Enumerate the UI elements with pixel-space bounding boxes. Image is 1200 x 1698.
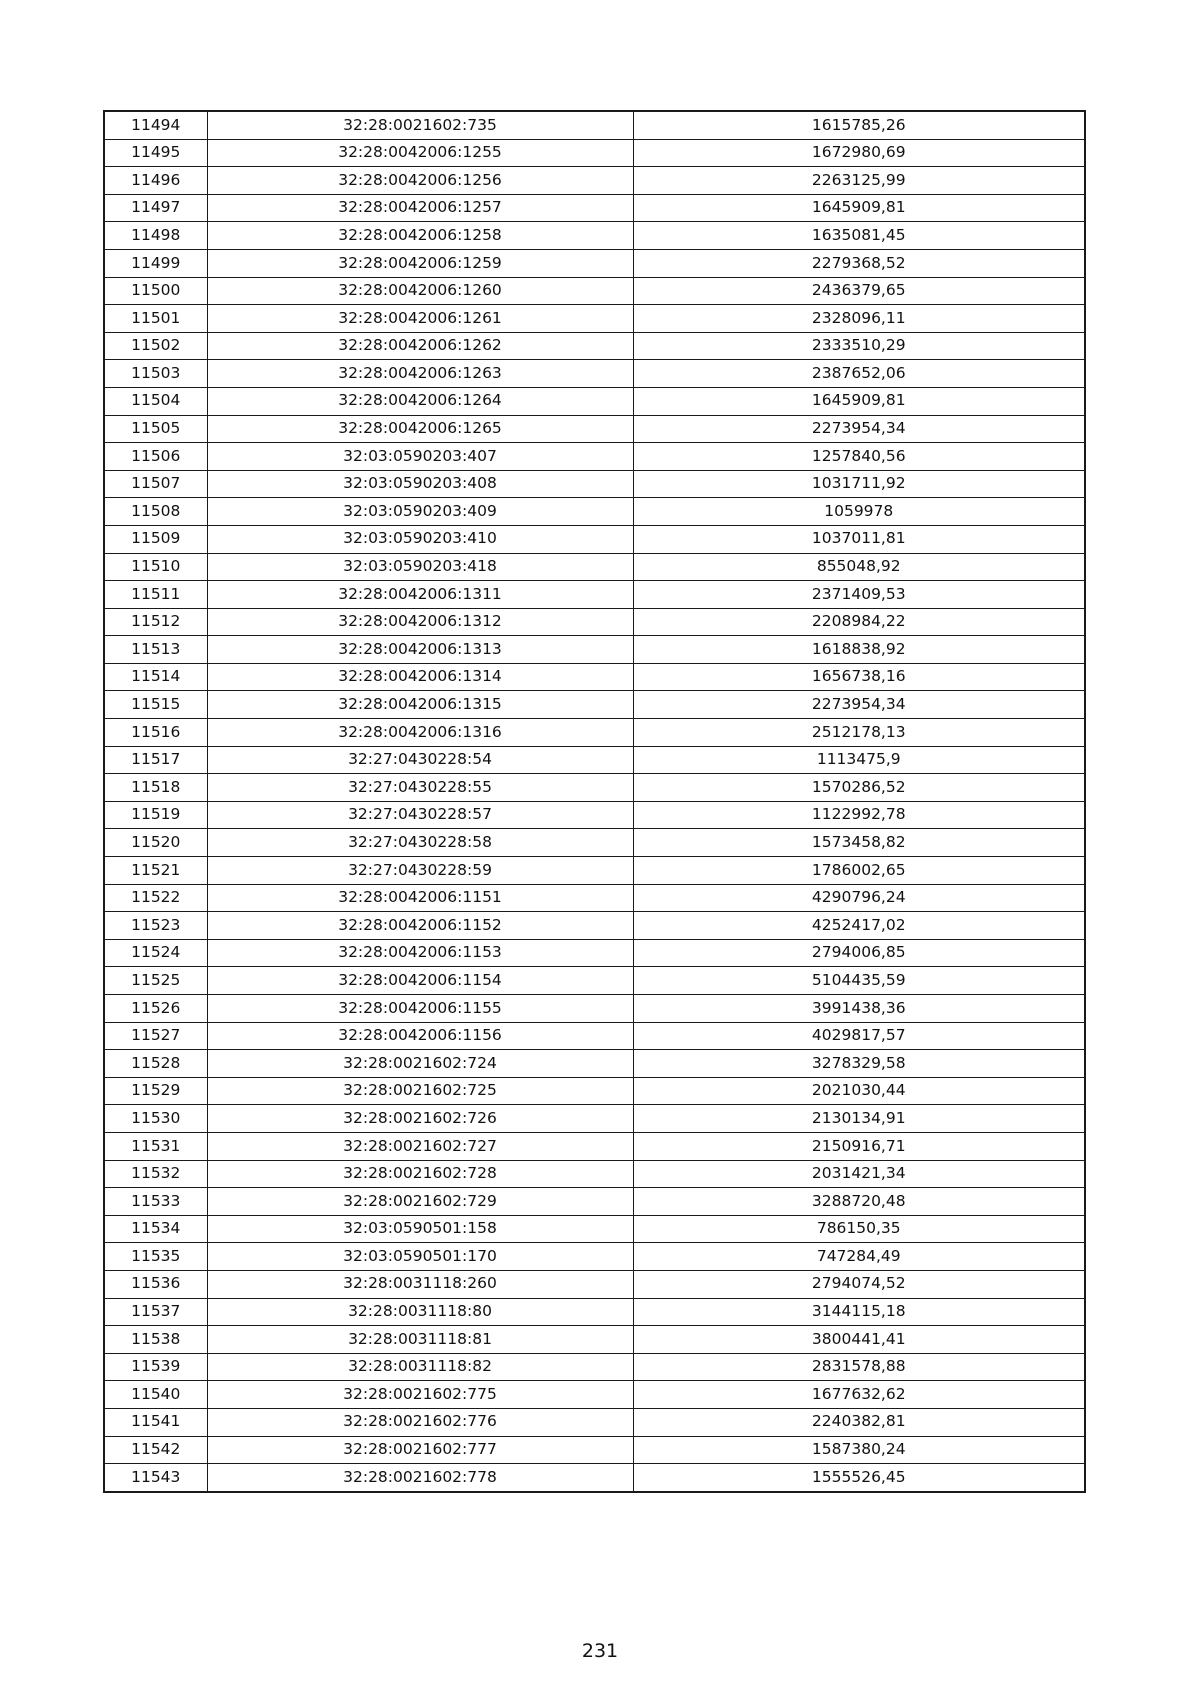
row-number-cell: 11534 <box>104 1215 207 1243</box>
cadastral-number-cell: 32:28:0021602:728 <box>207 1160 633 1188</box>
cadastral-number-cell: 32:03:0590203:410 <box>207 525 633 553</box>
table-row <box>104 663 1085 691</box>
cadastral-value-cell: 3288720,48 <box>633 1188 1085 1216</box>
cadastral-value-cell: 2273954,34 <box>633 415 1085 443</box>
row-number-cell: 11523 <box>104 912 207 940</box>
table-row <box>104 581 1085 609</box>
table-row <box>104 139 1085 167</box>
cadastral-number-cell: 32:28:0042006:1314 <box>207 663 633 691</box>
cadastral-value-cell: 1786002,65 <box>633 857 1085 885</box>
table-row <box>104 167 1085 195</box>
table-row <box>104 1270 1085 1298</box>
table-row <box>104 1243 1085 1271</box>
row-number-cell: 11526 <box>104 995 207 1023</box>
cadastral-number-cell: 32:28:0042006:1256 <box>207 167 633 195</box>
row-number-cell: 11494 <box>104 111 207 139</box>
cadastral-value-cell: 1555526,45 <box>633 1464 1085 1492</box>
row-number-cell: 11535 <box>104 1243 207 1271</box>
cadastral-value-cell: 2371409,53 <box>633 581 1085 609</box>
table-row <box>104 1132 1085 1160</box>
table-row <box>104 470 1085 498</box>
row-number-cell: 11506 <box>104 443 207 471</box>
cadastral-value-cell: 2263125,99 <box>633 167 1085 195</box>
row-number-cell: 11500 <box>104 277 207 305</box>
cadastral-number-cell: 32:03:0590203:407 <box>207 443 633 471</box>
cadastral-value-cell: 2436379,65 <box>633 277 1085 305</box>
cadastral-value-cell: 1672980,69 <box>633 139 1085 167</box>
cadastral-number-cell: 32:28:0031118:80 <box>207 1298 633 1326</box>
row-number-cell: 11525 <box>104 967 207 995</box>
row-number-cell: 11538 <box>104 1326 207 1354</box>
table-row <box>104 967 1085 995</box>
cadastral-value-cell: 1645909,81 <box>633 387 1085 415</box>
row-number-cell: 11543 <box>104 1464 207 1492</box>
table-row <box>104 1298 1085 1326</box>
table-body <box>104 111 1085 1492</box>
row-number-cell: 11513 <box>104 636 207 664</box>
cadastral-number-cell: 32:28:0042006:1263 <box>207 360 633 388</box>
cadastral-value-cell: 4252417,02 <box>633 912 1085 940</box>
row-number-cell: 11509 <box>104 525 207 553</box>
row-number-cell: 11510 <box>104 553 207 581</box>
cadastral-value-cell: 4290796,24 <box>633 884 1085 912</box>
table-row <box>104 360 1085 388</box>
table-row <box>104 222 1085 250</box>
table-row <box>104 194 1085 222</box>
cadastral-number-cell: 32:03:0590501:158 <box>207 1215 633 1243</box>
cadastral-value-cell: 2130134,91 <box>633 1105 1085 1133</box>
table-row <box>104 305 1085 333</box>
table-row <box>104 1215 1085 1243</box>
cadastral-number-cell: 32:28:0042006:1265 <box>207 415 633 443</box>
cadastral-value-table <box>103 110 1086 1493</box>
cadastral-number-cell: 32:28:0042006:1262 <box>207 332 633 360</box>
cadastral-value-cell: 1113475,9 <box>633 746 1085 774</box>
row-number-cell: 11527 <box>104 1022 207 1050</box>
cadastral-number-cell: 32:28:0042006:1260 <box>207 277 633 305</box>
table-row <box>104 443 1085 471</box>
table-row <box>104 719 1085 747</box>
cadastral-value-cell: 2333510,29 <box>633 332 1085 360</box>
table-row <box>104 1022 1085 1050</box>
row-number-cell: 11537 <box>104 1298 207 1326</box>
cadastral-number-cell: 32:28:0031118:260 <box>207 1270 633 1298</box>
cadastral-number-cell: 32:28:0042006:1154 <box>207 967 633 995</box>
cadastral-value-cell: 1587380,24 <box>633 1436 1085 1464</box>
cadastral-number-cell: 32:28:0042006:1315 <box>207 691 633 719</box>
cadastral-number-cell: 32:28:0042006:1312 <box>207 608 633 636</box>
cadastral-number-cell: 32:28:0031118:82 <box>207 1353 633 1381</box>
row-number-cell: 11529 <box>104 1077 207 1105</box>
table-row <box>104 498 1085 526</box>
row-number-cell: 11496 <box>104 167 207 195</box>
table-row <box>104 1436 1085 1464</box>
cadastral-number-cell: 32:28:0021602:727 <box>207 1132 633 1160</box>
cadastral-value-cell: 2328096,11 <box>633 305 1085 333</box>
table-row <box>104 553 1085 581</box>
table-row <box>104 995 1085 1023</box>
row-number-cell: 11517 <box>104 746 207 774</box>
cadastral-value-cell: 1645909,81 <box>633 194 1085 222</box>
cadastral-number-cell: 32:28:0021602:777 <box>207 1436 633 1464</box>
cadastral-number-cell: 32:28:0031118:81 <box>207 1326 633 1354</box>
cadastral-value-cell: 2150916,71 <box>633 1132 1085 1160</box>
row-number-cell: 11514 <box>104 663 207 691</box>
cadastral-value-cell: 3144115,18 <box>633 1298 1085 1326</box>
row-number-cell: 11516 <box>104 719 207 747</box>
cadastral-value-cell: 3278329,58 <box>633 1050 1085 1078</box>
table-row <box>104 111 1085 139</box>
cadastral-value-cell: 1677632,62 <box>633 1381 1085 1409</box>
table-row <box>104 415 1085 443</box>
cadastral-number-cell: 32:28:0042006:1155 <box>207 995 633 1023</box>
row-number-cell: 11512 <box>104 608 207 636</box>
table-row <box>104 939 1085 967</box>
table-row <box>104 691 1085 719</box>
table-row <box>104 387 1085 415</box>
row-number-cell: 11511 <box>104 581 207 609</box>
cadastral-value-cell: 1618838,92 <box>633 636 1085 664</box>
row-number-cell: 11524 <box>104 939 207 967</box>
row-number-cell: 11540 <box>104 1381 207 1409</box>
table-row <box>104 1408 1085 1436</box>
cadastral-number-cell: 32:28:0042006:1316 <box>207 719 633 747</box>
cadastral-value-cell: 1615785,26 <box>633 111 1085 139</box>
table-row <box>104 1077 1085 1105</box>
cadastral-number-cell: 32:28:0042006:1153 <box>207 939 633 967</box>
page-number: 231 <box>581 1640 619 1662</box>
row-number-cell: 11533 <box>104 1188 207 1216</box>
table-row <box>104 525 1085 553</box>
row-number-cell: 11536 <box>104 1270 207 1298</box>
cadastral-number-cell: 32:03:0590501:170 <box>207 1243 633 1271</box>
cadastral-number-cell: 32:28:0042006:1311 <box>207 581 633 609</box>
cadastral-number-cell: 32:28:0021602:775 <box>207 1381 633 1409</box>
cadastral-value-cell: 2021030,44 <box>633 1077 1085 1105</box>
cadastral-number-cell: 32:27:0430228:58 <box>207 829 633 857</box>
table-row <box>104 829 1085 857</box>
row-number-cell: 11521 <box>104 857 207 885</box>
cadastral-number-cell: 32:03:0590203:408 <box>207 470 633 498</box>
row-number-cell: 11495 <box>104 139 207 167</box>
cadastral-value-cell: 2031421,34 <box>633 1160 1085 1188</box>
cadastral-number-cell: 32:28:0042006:1258 <box>207 222 633 250</box>
cadastral-value-cell: 2831578,88 <box>633 1353 1085 1381</box>
cadastral-value-cell: 1122992,78 <box>633 801 1085 829</box>
table-row <box>104 857 1085 885</box>
table-row <box>104 774 1085 802</box>
row-number-cell: 11501 <box>104 305 207 333</box>
cadastral-number-cell: 32:28:0021602:778 <box>207 1464 633 1492</box>
table-row <box>104 884 1085 912</box>
cadastral-value-cell: 2273954,34 <box>633 691 1085 719</box>
cadastral-value-cell: 1570286,52 <box>633 774 1085 802</box>
row-number-cell: 11505 <box>104 415 207 443</box>
cadastral-value-cell: 2794006,85 <box>633 939 1085 967</box>
cadastral-value-cell: 2208984,22 <box>633 608 1085 636</box>
cadastral-value-cell: 2794074,52 <box>633 1270 1085 1298</box>
row-number-cell: 11520 <box>104 829 207 857</box>
row-number-cell: 11518 <box>104 774 207 802</box>
row-number-cell: 11519 <box>104 801 207 829</box>
cadastral-number-cell: 32:28:0042006:1259 <box>207 249 633 277</box>
row-number-cell: 11541 <box>104 1408 207 1436</box>
cadastral-number-cell: 32:27:0430228:54 <box>207 746 633 774</box>
cadastral-number-cell: 32:28:0042006:1255 <box>207 139 633 167</box>
table-row <box>104 1381 1085 1409</box>
row-number-cell: 11497 <box>104 194 207 222</box>
cadastral-number-cell: 32:28:0021602:776 <box>207 1408 633 1436</box>
cadastral-value-cell: 1573458,82 <box>633 829 1085 857</box>
cadastral-value-cell: 1656738,16 <box>633 663 1085 691</box>
table-row <box>104 332 1085 360</box>
table-row <box>104 608 1085 636</box>
cadastral-number-cell: 32:28:0042006:1152 <box>207 912 633 940</box>
cadastral-value-cell: 4029817,57 <box>633 1022 1085 1050</box>
row-number-cell: 11507 <box>104 470 207 498</box>
cadastral-value-cell: 1031711,92 <box>633 470 1085 498</box>
cadastral-value-cell: 1037011,81 <box>633 525 1085 553</box>
table-row <box>104 1160 1085 1188</box>
cadastral-value-cell: 1635081,45 <box>633 222 1085 250</box>
cadastral-number-cell: 32:28:0042006:1156 <box>207 1022 633 1050</box>
table-row <box>104 1464 1085 1492</box>
cadastral-number-cell: 32:28:0021602:725 <box>207 1077 633 1105</box>
table-row <box>104 1050 1085 1078</box>
cadastral-value-cell: 1257840,56 <box>633 443 1085 471</box>
cadastral-number-cell: 32:03:0590203:409 <box>207 498 633 526</box>
cadastral-number-cell: 32:28:0021602:726 <box>207 1105 633 1133</box>
table-row <box>104 636 1085 664</box>
cadastral-value-cell: 5104435,59 <box>633 967 1085 995</box>
cadastral-number-cell: 32:28:0042006:1261 <box>207 305 633 333</box>
table-row <box>104 1188 1085 1216</box>
cadastral-value-cell: 3800441,41 <box>633 1326 1085 1354</box>
cadastral-value-cell: 855048,92 <box>633 553 1085 581</box>
cadastral-number-cell: 32:28:0021602:729 <box>207 1188 633 1216</box>
row-number-cell: 11542 <box>104 1436 207 1464</box>
cadastral-number-cell: 32:28:0042006:1257 <box>207 194 633 222</box>
cadastral-value-cell: 1059978 <box>633 498 1085 526</box>
table-row <box>104 1353 1085 1381</box>
cadastral-value-cell: 2279368,52 <box>633 249 1085 277</box>
cadastral-value-cell: 3991438,36 <box>633 995 1085 1023</box>
row-number-cell: 11522 <box>104 884 207 912</box>
cadastral-value-cell: 2512178,13 <box>633 719 1085 747</box>
row-number-cell: 11498 <box>104 222 207 250</box>
cadastral-number-cell: 32:03:0590203:418 <box>207 553 633 581</box>
cadastral-value-cell: 2387652,06 <box>633 360 1085 388</box>
cadastral-number-cell: 32:28:0042006:1264 <box>207 387 633 415</box>
cadastral-number-cell: 32:27:0430228:57 <box>207 801 633 829</box>
cadastral-number-cell: 32:28:0021602:724 <box>207 1050 633 1078</box>
row-number-cell: 11532 <box>104 1160 207 1188</box>
row-number-cell: 11504 <box>104 387 207 415</box>
table-row <box>104 1326 1085 1354</box>
cadastral-value-cell: 747284,49 <box>633 1243 1085 1271</box>
cadastral-number-cell: 32:28:0042006:1151 <box>207 884 633 912</box>
cadastral-number-cell: 32:28:0042006:1313 <box>207 636 633 664</box>
row-number-cell: 11515 <box>104 691 207 719</box>
cadastral-number-cell: 32:27:0430228:55 <box>207 774 633 802</box>
cadastral-number-cell: 32:27:0430228:59 <box>207 857 633 885</box>
cadastral-number-cell: 32:28:0021602:735 <box>207 111 633 139</box>
table-row <box>104 801 1085 829</box>
row-number-cell: 11502 <box>104 332 207 360</box>
table-row <box>104 1105 1085 1133</box>
row-number-cell: 11539 <box>104 1353 207 1381</box>
row-number-cell: 11499 <box>104 249 207 277</box>
table-row <box>104 277 1085 305</box>
cadastral-value-cell: 2240382,81 <box>633 1408 1085 1436</box>
row-number-cell: 11530 <box>104 1105 207 1133</box>
row-number-cell: 11531 <box>104 1132 207 1160</box>
table-row <box>104 912 1085 940</box>
table-row <box>104 249 1085 277</box>
table-row <box>104 746 1085 774</box>
row-number-cell: 11508 <box>104 498 207 526</box>
row-number-cell: 11528 <box>104 1050 207 1078</box>
cadastral-value-cell: 786150,35 <box>633 1215 1085 1243</box>
row-number-cell: 11503 <box>104 360 207 388</box>
